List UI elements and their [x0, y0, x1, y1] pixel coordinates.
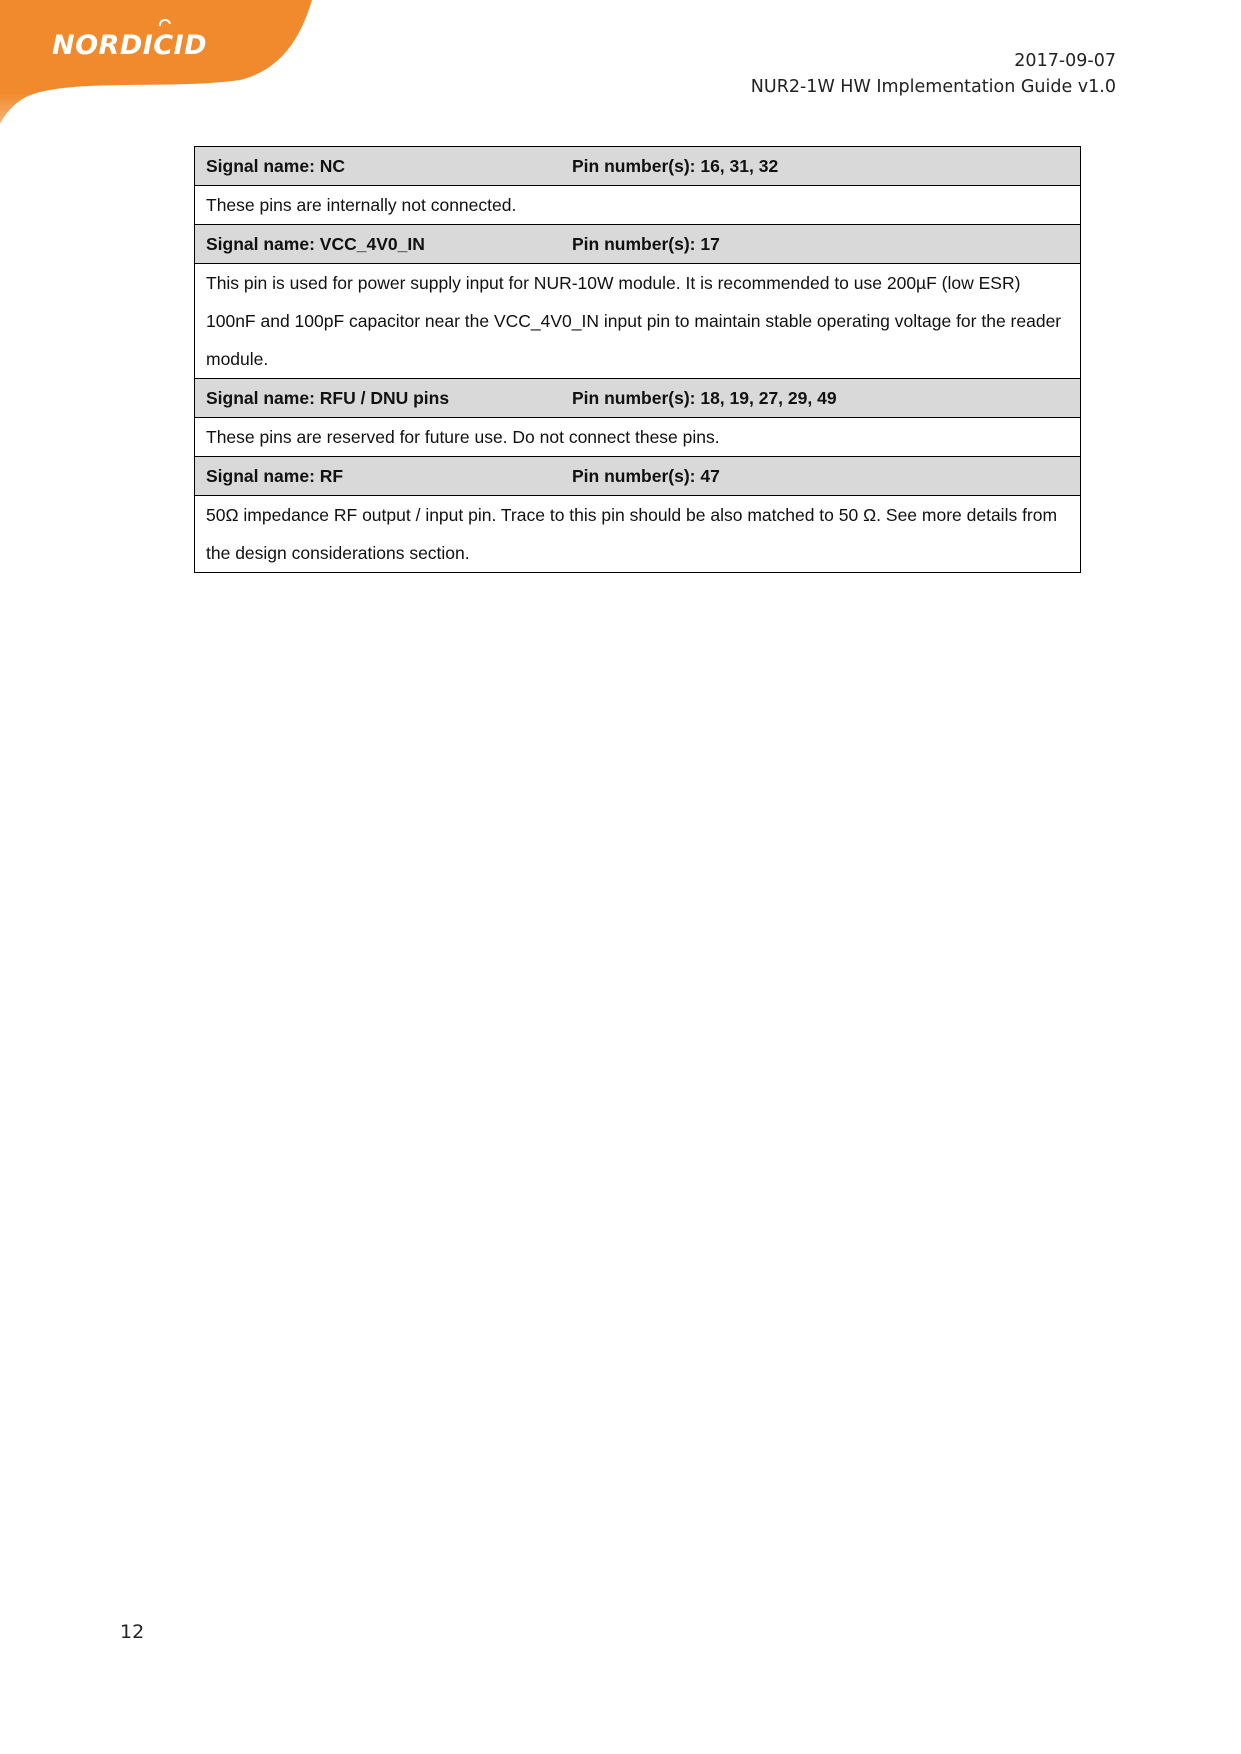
document-date: 2017-09-07 [1014, 51, 1116, 71]
document-title: NUR2-1W HW Implementation Guide v1.0 [750, 77, 1116, 97]
signal-name: Signal name: RFU / DNU pins [206, 387, 450, 408]
page-number: 12 [120, 1621, 145, 1643]
pin-numbers: Pin number(s): 17 [572, 233, 720, 254]
signal-name: Signal name: NC [206, 155, 346, 176]
logo-arc-icon [158, 16, 172, 28]
document-header [751, 48, 1116, 100]
signal-header-row [195, 457, 1081, 496]
signal-description: These pins are internally not connected. [195, 186, 1081, 225]
pin-numbers: Pin number(s): 16, 31, 32 [572, 155, 779, 176]
signal-description-row [195, 186, 1081, 225]
signal-description-row [195, 264, 1081, 379]
signal-table [194, 146, 1081, 573]
signal-name: Signal name: RF [206, 465, 344, 486]
pin-numbers: Pin number(s): 18, 19, 27, 29, 49 [572, 387, 837, 408]
signal-description-row [195, 418, 1081, 457]
signal-header-row [195, 147, 1081, 186]
signal-header-row [195, 379, 1081, 418]
signal-description: This pin is used for power supply input for NUR-10W module. It is recommended to use 200µF (low ESR) 100nF and 100pF capacitor near the VCC_4V0_IN input pin to maintain stable operating voltage for the reader module. [195, 264, 1081, 379]
company-logo: NORDICID [52, 30, 208, 61]
signal-header-row [195, 225, 1081, 264]
signal-description: 50Ω impedance RF output / input pin. Trace to this pin should be also matched to 50 Ω. See more details from the design considerations section. [195, 496, 1081, 573]
signal-description-row [195, 496, 1081, 573]
signal-name: Signal name: VCC_4V0_IN [206, 233, 425, 254]
signal-description: These pins are reserved for future use. Do not connect these pins. [195, 418, 1081, 457]
pin-numbers: Pin number(s): 47 [572, 465, 720, 486]
